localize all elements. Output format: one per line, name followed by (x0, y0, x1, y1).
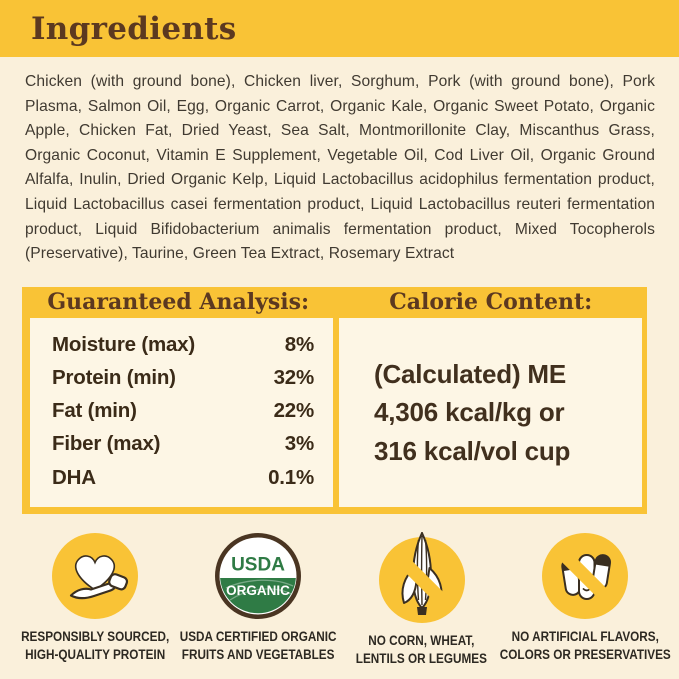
table-row (52, 466, 314, 490)
page-title: Ingredients (31, 10, 237, 47)
calorie-text-line: (Calculated) ME (374, 358, 567, 389)
badge-caption: USDA CERTIFIED ORGANIC FRUITS AND VEGETABLES (179, 628, 337, 663)
heart-in-hand-icon (51, 532, 139, 620)
usda-seal-top-text: USDA (231, 554, 286, 576)
analysis-value: 32% (273, 366, 314, 390)
analysis-label: Fiber (max) (52, 432, 161, 456)
feature-badges (17, 532, 671, 669)
analysis-label: Protein (min) (52, 366, 176, 390)
badge-responsibly-sourced (17, 532, 173, 669)
analysis-label: DHA (52, 465, 96, 489)
analysis-label: Fat (min) (52, 399, 137, 423)
badge-caption: NO CORN, WHEAT, LENTILS OR LEGUMES (356, 632, 488, 667)
usda-seal-bottom-text: ORGANIC (226, 582, 291, 598)
analysis-value: 3% (284, 432, 314, 456)
badge-caption: NO ARTIFICIAL FLAVORS, COLORS OR PRESERVATIVES (499, 628, 671, 663)
usda-organic-seal-icon (214, 532, 302, 620)
calorie-text-line: 316 kcal/vol cup (374, 435, 571, 466)
analysis-value: 22% (273, 399, 314, 423)
table-row (52, 399, 314, 423)
analysis-label: Moisture (max) (52, 332, 196, 356)
analysis-value: 0.1% (268, 465, 314, 489)
ingredients-text: Chicken (with ground bone), Chicken liver, Sorghum, Pork (with ground bone), Pork Plasma, Salmon Oil, Egg, Organic Carrot, Organic Kale, Organic Sweet Potato, Organic Apple, Chicken Fat, Dried Yeast, Sea Salt, Montmorillonite Clay, Miscanthus Grass, Organic Coconut, Vitamin E Supplement, Vegetable Oil, Cod Liver Oil, Organic Ground Alfalfa, Inulin, Dried Organic Kelp, Liquid Lactobacillus acidophilus fermentation product, Liquid Lactobacillus casei fermentation product, Liquid Lactobacillus reuteri fermentation product, Liquid Bifidobacterium animalis fermentation product, Mixed Tocopherols (Preservative), Taurine, Green Tea Extract, Rosemary Extract (25, 73, 655, 263)
table-row (52, 432, 314, 456)
panel-boxes (30, 318, 642, 507)
table-row (52, 366, 314, 390)
badge-caption: RESPONSIBLY SOURCED, HIGH-QUALITY PROTEIN (20, 628, 170, 663)
analysis-value: 8% (284, 332, 314, 356)
table-row (52, 333, 314, 357)
badge-no-artificial (499, 532, 671, 669)
calorie-content-panel (339, 318, 642, 507)
nutrition-panels (22, 287, 647, 514)
no-corn-icon (378, 532, 466, 624)
guaranteed-analysis-panel (30, 318, 333, 507)
panel-headers (22, 287, 647, 318)
ingredients-header-bar (0, 0, 679, 57)
guaranteed-analysis-heading: Guaranteed Analysis: (47, 289, 310, 316)
calorie-content-heading: Calorie Content: (389, 289, 593, 316)
badge-usda-organic (180, 532, 336, 669)
badge-no-corn (344, 532, 500, 669)
no-pills-icon (541, 532, 629, 620)
calorie-text-line: 4,306 kcal/kg or (374, 397, 565, 427)
